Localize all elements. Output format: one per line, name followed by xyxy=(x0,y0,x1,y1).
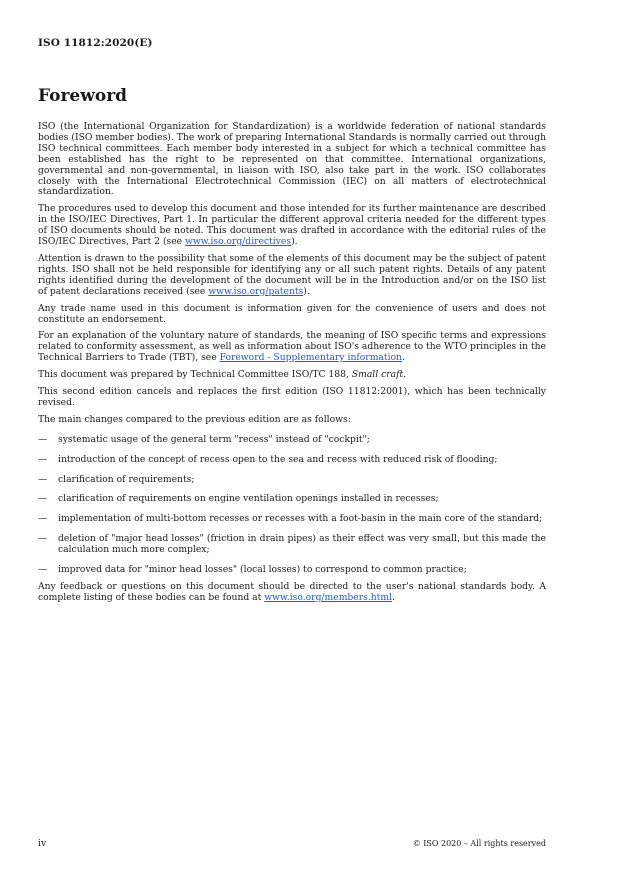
paragraph-committee: This document was prepared by Technical Committee ISO/TC 188, Small craft. xyxy=(38,369,407,381)
section-title: Foreword xyxy=(38,86,128,106)
paragraph-trade-name: Any trade name used in this document is information given for the convenience of users and does not constitute an endorsement. xyxy=(38,302,546,325)
foreword-body xyxy=(38,122,546,610)
paragraph-voluntary-nature: For an explanation of the voluntary nature of standards, the meaning of ISO specific terms and expressions related to conformity assessment, as well as information about ISO's adherence to the WTO principles in the Technical Barriers to Trade (TBT), see Foreword - Supplementary information. xyxy=(38,330,546,364)
list-item: — systematic usage of the general term "recess" instead of "cockpit"; xyxy=(38,433,370,445)
paragraph-patents: Attention is drawn to the possibility that some of the elements of this document may be the subject of patent rights. ISO shall not be held responsible for identifying any or all such patent rights. Details of any patent rights identified during the development of the document will be in the Introduction and/or on the ISO list of patent declarations received (see www.iso.org/patents). xyxy=(38,252,546,297)
changes-list xyxy=(38,435,546,576)
paragraph-edition: This second edition cancels and replaces the first edition (ISO 11812:2001), which has been technically revised. xyxy=(38,386,546,408)
list-item: — clarification of requirements; xyxy=(38,473,195,485)
page-number: iv xyxy=(38,838,47,849)
copyright-notice: © ISO 2020 – All rights reserved xyxy=(412,839,546,848)
list-item: — improved data for "minor head losses" (local losses) to correspond to common practice; xyxy=(38,564,467,576)
supplementary-info-link[interactable]: Foreword - Supplementary information xyxy=(219,352,402,364)
list-item: — deletion of "major head losses" (friction in drain pipes) as their effect was very small, but this made the calculation much more complex; xyxy=(38,533,546,556)
paragraph-iso-intro: ISO (the International Organization for Standardization) is a worldwide federation of national standards bodies (ISO member bodies). The work of preparing International Standards is normally carried out through ISO technical committees. Each member body interested in a subject for which a technical committee has been established has the right to be represented on that committee. International organizations, governmental and non-governmental, in liaison with ISO, also take part in the work. ISO collaborates closely with the International Electrotechnical Commission (IEC) on all matters of electrotechnical standardization. xyxy=(38,121,546,198)
list-item: — introduction of the concept of recess open to the sea and recess with reduced risk of flooding; xyxy=(38,453,498,465)
paragraph-changes-intro: The main changes compared to the previous edition are as follows: xyxy=(38,413,351,425)
document-id: ISO 11812:2020(E) xyxy=(38,37,153,49)
directives-link[interactable]: www.iso.org/directives xyxy=(185,236,292,248)
patents-link[interactable]: www.iso.org/patents xyxy=(208,285,304,297)
list-item: — clarification of requirements on engine ventilation openings installed in recesses; xyxy=(38,493,439,505)
paragraph-procedures: The procedures used to develop this document and those intended for its further maintenance are described in the ISO/IEC Directives, Part 1. In particular the different approval criteria needed for the different types of ISO documents should be noted. This document was drafted in accordance with the editorial rules of the ISO/IEC Directives, Part 2 (see www.iso.org/directives). xyxy=(38,203,546,248)
list-item: — implementation of multi-bottom recesses or recesses with a foot-basin in the main core of the standard; xyxy=(38,513,543,525)
members-link[interactable]: www.iso.org/members.html xyxy=(264,591,393,603)
paragraph-feedback: Any feedback or questions on this document should be directed to the user's national standards body. A complete listing of these bodies can be found at www.iso.org/members.html. xyxy=(38,581,546,603)
